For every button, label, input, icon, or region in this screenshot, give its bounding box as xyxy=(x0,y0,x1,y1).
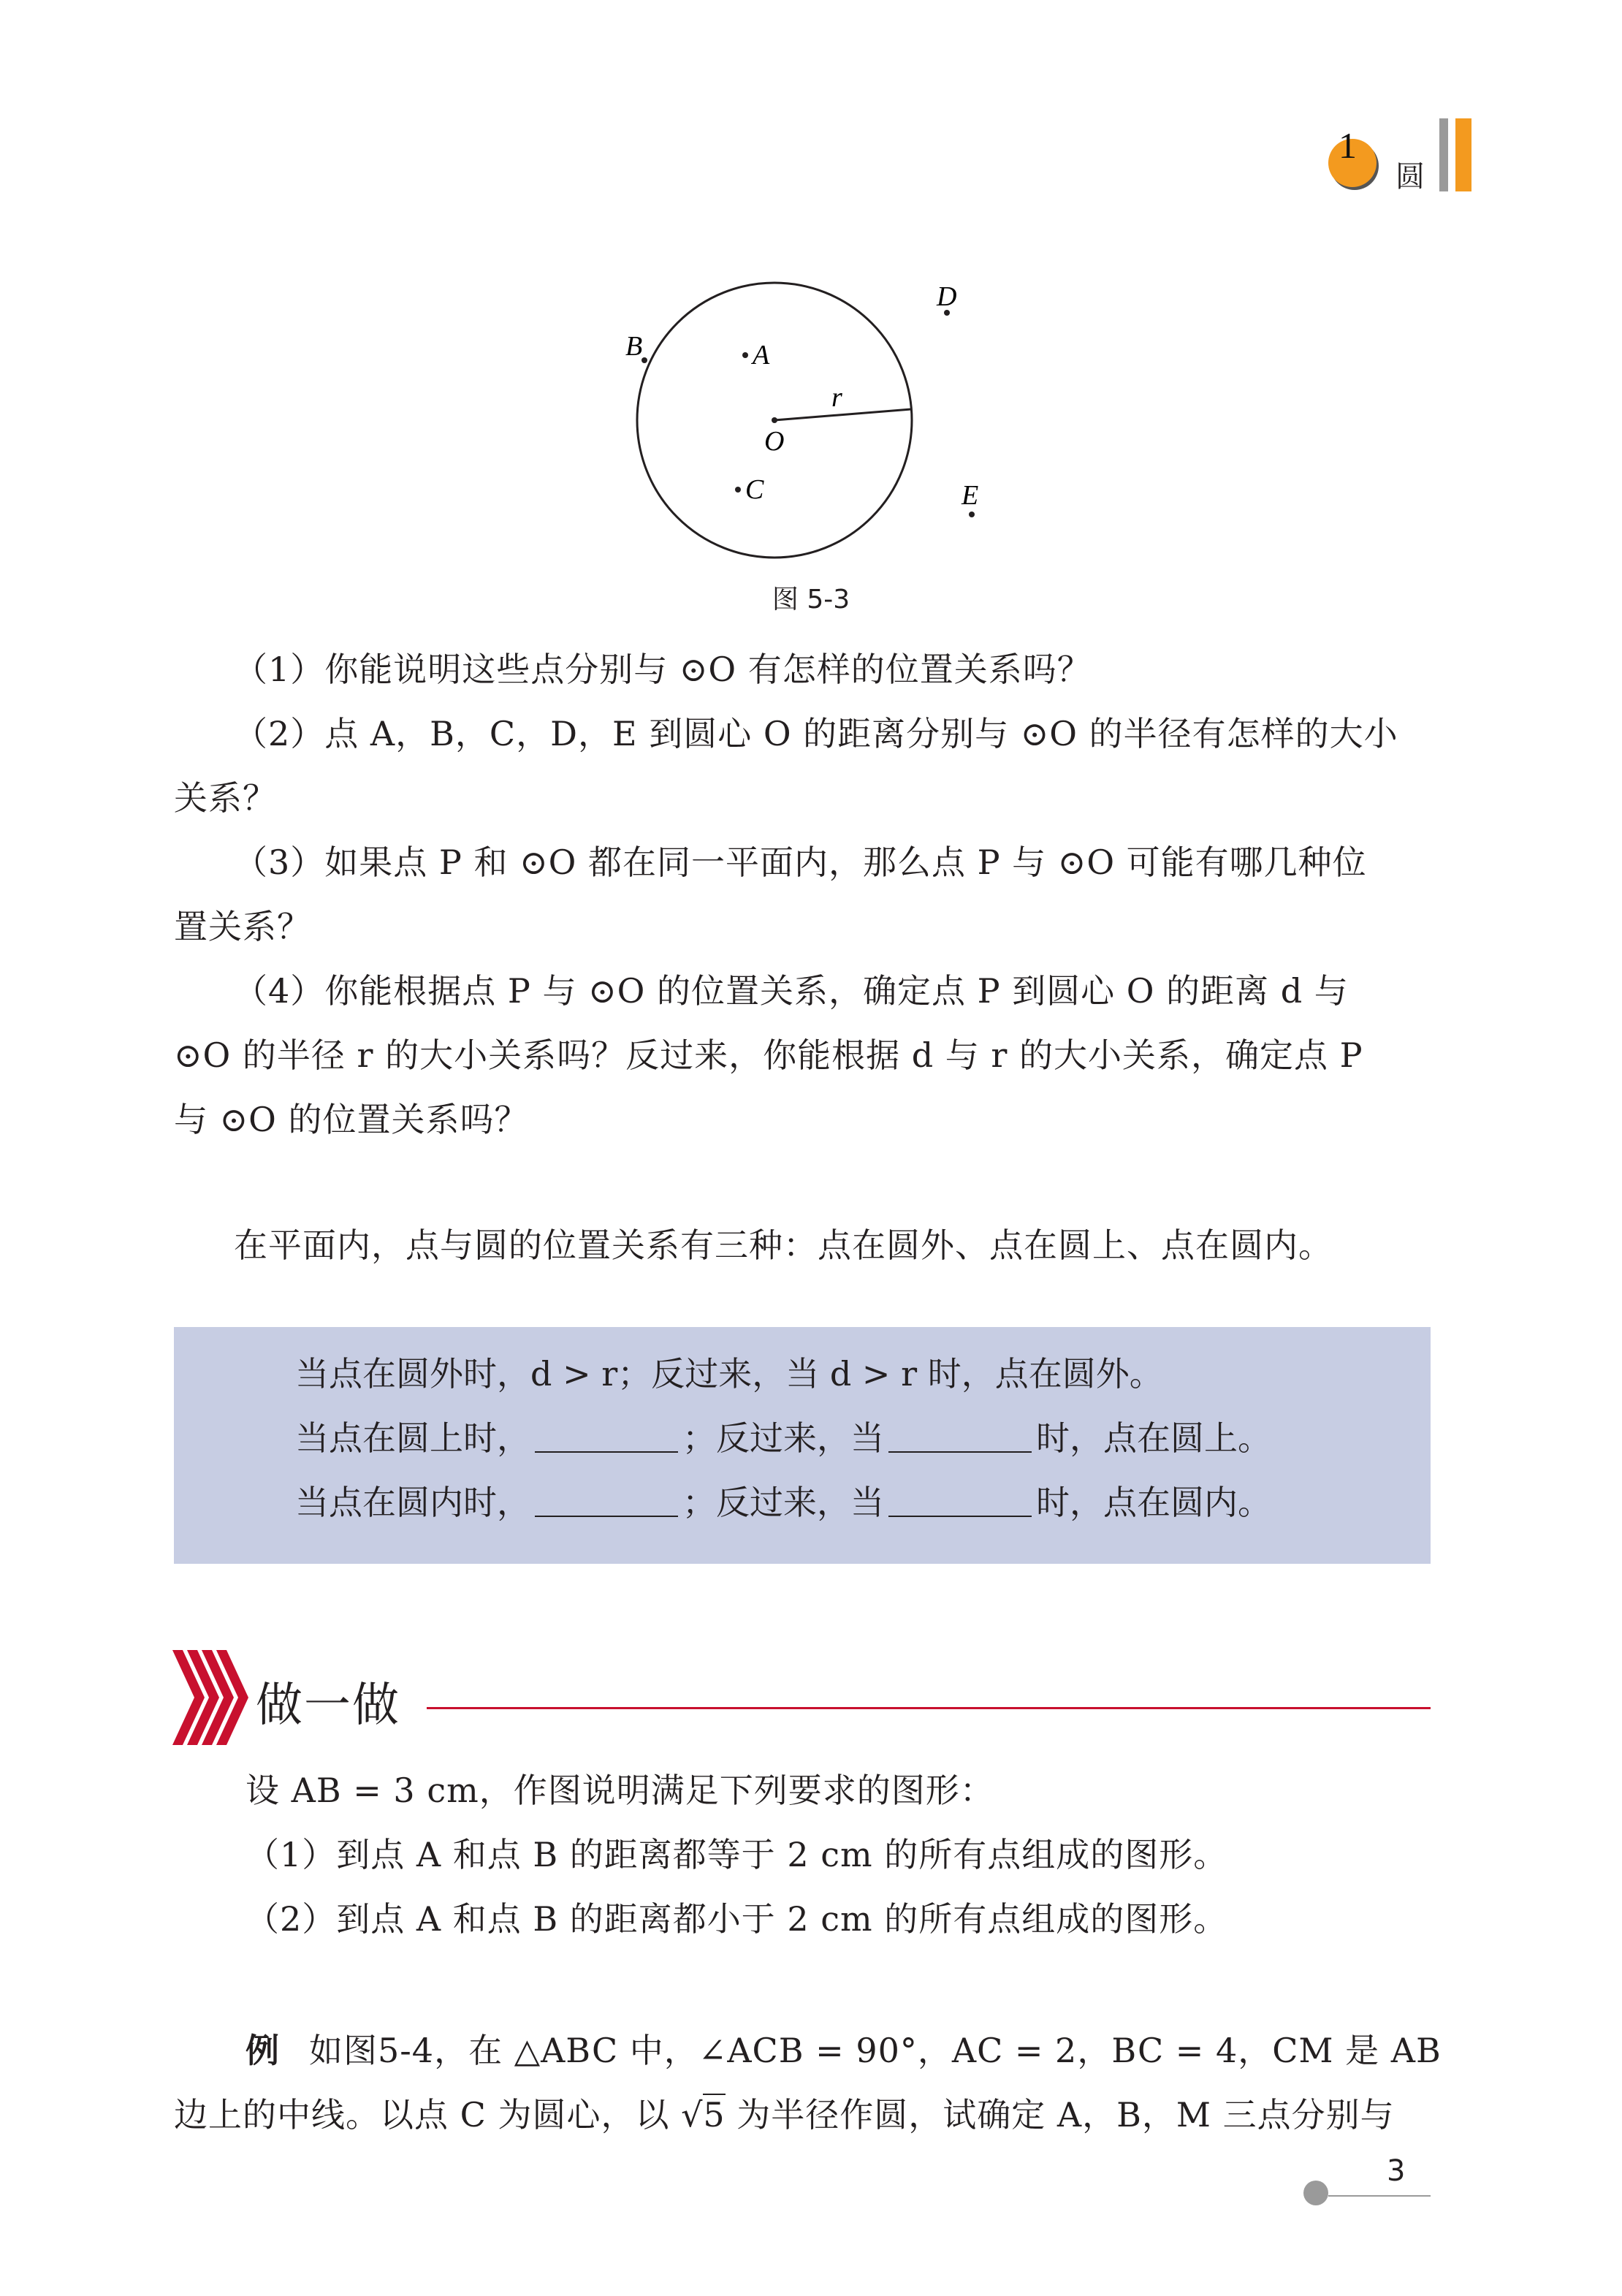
question-1: （1）你能说明这些点分别与 ⊙O 有怎样的位置关系吗？ xyxy=(234,650,1092,689)
chapter-title: 圆 xyxy=(1396,160,1425,194)
summary-text: 在平面内，点与圆的位置关系有三种：点在圆外、点在圆上、点在圆内。 xyxy=(234,1225,1333,1265)
point-c-dot xyxy=(735,487,741,493)
box-line-in-b: ；反过来，当 xyxy=(682,1483,884,1522)
chapter-bar-orange xyxy=(1455,118,1471,191)
label-o: O xyxy=(764,426,785,457)
example-text-2b: 为半径作圆，试确定 A，B，M 三点分别与 xyxy=(725,2095,1395,2135)
example-text-1: 如图5-4，在 △ABC 中，∠ACB = 90°，AC = 2，BC = 4，CM 是 AB xyxy=(309,2031,1442,2070)
question-3-line-1: （3）如果点 P 和 ⊙O 都在同一平面内，那么点 P 与 ⊙O 可能有哪几种位 xyxy=(234,843,1367,882)
point-a-dot xyxy=(742,352,748,358)
radius-line xyxy=(774,409,911,420)
chapter-number: 1 xyxy=(1339,125,1357,166)
example-text-2a: 边上的中线。以点 C 为圆心，以 xyxy=(174,2095,682,2135)
sqrt-symbol: √ xyxy=(681,2095,704,2135)
question-2-line-1: （2）点 A，B，C，D，E 到圆心 O 的距离分别与 ⊙O 的半径有怎样的大小 xyxy=(234,714,1398,753)
relationship-box xyxy=(174,1327,1431,1564)
point-e-dot xyxy=(969,512,975,517)
blank-in-2[interactable] xyxy=(888,1486,1032,1517)
label-e: E xyxy=(962,480,979,511)
box-line-on-a: 当点在圆上时， xyxy=(295,1418,530,1458)
label-b: B xyxy=(625,331,643,362)
point-o-dot xyxy=(772,417,777,423)
box-line-on-c: 时，点在圆上。 xyxy=(1036,1418,1271,1458)
example-line-1 xyxy=(245,2018,1502,2083)
activity-line-2: （1）到点 A 和点 B 的距离都等于 2 cm 的所有点组成的图形。 xyxy=(245,1835,1228,1874)
sqrt-value: 5 xyxy=(703,2095,726,2135)
box-line-in-c: 时，点在圆内。 xyxy=(1036,1483,1271,1522)
figure-caption: 图 5-3 xyxy=(772,585,850,615)
chevron-arrows-icon xyxy=(172,1650,253,1745)
box-line-on-b: ；反过来，当 xyxy=(682,1418,884,1458)
box-line-in-a: 当点在圆内时， xyxy=(295,1483,530,1522)
page-marker-dot xyxy=(1303,2181,1328,2205)
activity-line-3: （2）到点 A 和点 B 的距离都小于 2 cm 的所有点组成的图形。 xyxy=(245,1899,1228,1939)
label-a: A xyxy=(753,340,770,370)
question-3-line-2: 置关系？ xyxy=(174,907,311,946)
chapter-header xyxy=(1322,117,1483,197)
activity-line-1: 设 AB = 3 cm，作图说明满足下列要求的图形： xyxy=(245,1771,994,1810)
activity-title: 做一做 xyxy=(256,1679,400,1733)
example-label: 例 xyxy=(245,2031,280,2070)
label-c: C xyxy=(745,474,764,505)
figure-circle-diagram xyxy=(599,263,1037,570)
question-4-line-3: 与 ⊙O 的位置关系吗？ xyxy=(174,1100,529,1139)
activity-title-rule xyxy=(427,1707,1431,1709)
page-number: 3 xyxy=(1387,2154,1406,2188)
blank-on-2[interactable] xyxy=(888,1422,1032,1453)
blank-on-1[interactable] xyxy=(535,1422,678,1453)
question-4-line-1: （4）你能根据点 P 与 ⊙O 的位置关系，确定点 P 到圆心 O 的距离 d 与 xyxy=(234,971,1349,1011)
question-2-line-2: 关系？ xyxy=(174,778,277,818)
label-d: D xyxy=(937,281,957,312)
example-line-2 xyxy=(174,2083,1431,2147)
box-line-on xyxy=(295,1406,1271,1470)
box-line-outside: 当点在圆外时，d > r；反过来，当 d > r 时，点在圆外。 xyxy=(295,1354,1163,1394)
chapter-bar-grey xyxy=(1439,118,1448,191)
question-4-line-2: ⊙O 的半径 r 的大小关系吗？反过来，你能根据 d 与 r 的大小关系，确定点 P xyxy=(174,1035,1363,1075)
label-r: r xyxy=(831,382,842,413)
blank-in-1[interactable] xyxy=(535,1486,678,1517)
page-marker-rule xyxy=(1328,2195,1431,2197)
box-line-inside xyxy=(295,1470,1271,1535)
